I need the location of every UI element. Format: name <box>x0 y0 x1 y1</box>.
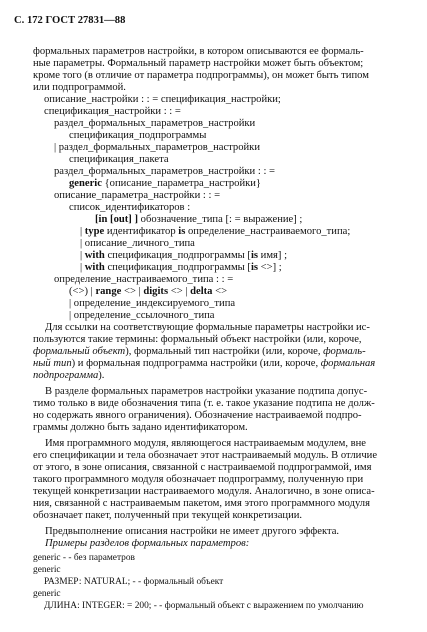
text-segment: определение_настраиваемого_типа; <box>185 226 351 237</box>
text-line <box>33 346 366 358</box>
text-line <box>69 154 169 166</box>
text-segment: его спецификации и тела обозначает этот настраиваемый модуль. В отличие <box>33 450 378 461</box>
text-line <box>33 410 362 422</box>
text-segment: раздел_формальных_параметров_настройки <box>54 118 256 129</box>
text-line <box>33 422 248 434</box>
text-segment: ДЛИНА: INTEGER: = 200; - - формальный объект с выражением по умолчанию <box>44 601 364 611</box>
text-segment: ] ] <box>128 214 138 225</box>
text-segment: описание_настройки : : = спецификация_настройки; <box>44 94 281 105</box>
text-segment: определение_настраиваемого_типа : : = <box>54 274 234 285</box>
text-segment: in <box>98 214 108 225</box>
text-segment: ) и формальная подпрограмма настройки (или, короче, <box>71 358 321 369</box>
text-segment: out <box>113 214 129 225</box>
text-segment: | определение_индексируемого_типа <box>69 298 236 309</box>
text-line <box>69 202 190 214</box>
text-segment: {описание_параметра_настройки} <box>101 178 262 189</box>
text-segment: формальная <box>320 358 376 369</box>
text-line <box>33 552 135 564</box>
text-line <box>33 564 61 576</box>
text-segment: граммы должно быть задано идентификатором. <box>33 422 248 433</box>
text-segment: ), формальный тип настройки (или, короче, <box>125 346 324 357</box>
text-line <box>33 58 363 70</box>
text-segment: type <box>84 226 105 237</box>
text-segment: Предвыполнение описания настройки не имеет другого эффекта. <box>45 526 340 537</box>
text-line <box>54 166 275 178</box>
text-line <box>33 474 363 486</box>
text-segment: формальный объект <box>33 346 126 357</box>
text-segment: РАЗМЕР: NATURAL; - - формальный объект <box>44 577 224 587</box>
text-segment: такого программного модуля обозначает подпрограмму, полученную при <box>33 474 364 485</box>
text-line <box>45 386 367 398</box>
text-line <box>45 438 366 450</box>
text-segment: | <box>80 250 85 261</box>
text-segment: раздел_формальных_параметров_настройки : : = <box>54 166 276 177</box>
text-line <box>33 46 364 58</box>
text-segment: generic - - без параметров <box>33 553 135 563</box>
text-line <box>33 462 372 474</box>
text-segment: with <box>84 262 105 273</box>
text-line <box>69 286 227 298</box>
text-line <box>80 226 350 238</box>
text-segment: ). <box>98 370 105 381</box>
text-line <box>33 358 375 370</box>
text-line <box>33 82 126 94</box>
text-segment: но содержать явного ограничения). Обозначение настраиваемой подпро- <box>33 410 362 421</box>
text-line <box>33 450 377 462</box>
text-segment: generic <box>33 565 61 575</box>
text-line <box>95 214 302 226</box>
text-segment: обозначение_типа [: = выражение] ; <box>138 214 303 225</box>
text-segment: ные параметры. Формальный параметр настройки может быть объектом; <box>33 58 364 69</box>
text-line <box>33 70 369 82</box>
text-line <box>69 310 214 322</box>
text-segment: В разделе формальных параметров настройки указание подтипа допус- <box>45 386 368 397</box>
text-segment: спецификация_подпрограммы [ <box>104 250 251 261</box>
text-line <box>80 250 287 262</box>
text-segment: пользуются такие термины: формальный объект настройки (или, короче, <box>33 334 362 345</box>
text-segment: формальных параметров настройки, в котором описываются ее формаль- <box>33 46 364 57</box>
text-line <box>69 130 206 142</box>
text-segment: Для ссылки на соответствующие формальные параметры настройки ис- <box>45 322 370 333</box>
text-line <box>80 238 195 250</box>
text-line <box>69 298 235 310</box>
text-segment: delta <box>190 286 213 297</box>
text-segment: <> <box>212 286 228 297</box>
text-segment: digits <box>143 286 169 297</box>
text-segment: от этого, в зоне описания, связанной с настраиваемой подпрограммой, имя <box>33 462 372 473</box>
text-segment: [ <box>95 214 99 225</box>
text-segment: кроме того (в отличие от параметра подпрограммы), он может быть типом <box>33 70 369 81</box>
text-segment: is <box>178 226 186 237</box>
text-line <box>33 498 370 510</box>
text-line <box>80 262 282 274</box>
text-line <box>54 274 233 286</box>
text-line <box>33 398 375 410</box>
text-segment: спецификация_настройки : : = <box>44 106 181 117</box>
text-line <box>44 94 281 106</box>
text-segment: range <box>95 286 122 297</box>
text-line <box>44 600 364 612</box>
text-line <box>44 106 181 118</box>
text-segment: <>] ; <box>258 262 282 273</box>
text-segment: [ <box>107 214 114 225</box>
page-header: С. 172 ГОСТ 27831—88 <box>14 15 126 26</box>
text-segment: описание_параметра_настройки : : = <box>54 190 221 201</box>
text-line <box>45 526 339 538</box>
text-segment: | <box>80 226 85 237</box>
text-line <box>69 178 261 190</box>
text-segment: имя] ; <box>258 250 288 261</box>
text-segment: <> | <box>168 286 191 297</box>
text-segment: ный тип <box>33 358 72 369</box>
text-line <box>33 334 362 346</box>
text-segment: Имя программного модуля, являющегося настраиваемым модулем, вне <box>45 438 367 449</box>
text-segment: generic <box>69 178 102 189</box>
text-segment: спецификация_подпрограммы <box>69 130 207 141</box>
text-segment: with <box>84 250 105 261</box>
text-segment: спецификация_подпрограммы [ <box>104 262 251 273</box>
text-line <box>54 118 255 130</box>
text-line <box>33 486 375 498</box>
text-segment: спецификация_пакета <box>69 154 169 165</box>
text-segment: обозначает пакет, полученный при текущей конкретизации. <box>33 510 303 521</box>
text-line <box>33 588 61 600</box>
text-segment: is <box>250 250 259 261</box>
text-segment: формаль- <box>323 346 366 357</box>
text-segment: | описание_личного_типа <box>80 238 195 249</box>
text-segment: | <box>80 262 85 273</box>
text-line <box>33 510 302 522</box>
text-segment: | раздел_формальных_параметров_настройки <box>54 142 260 153</box>
text-segment: список_идентификаторов : <box>69 202 191 213</box>
text-line <box>45 322 370 334</box>
text-segment: | определение_ссылочного_типа <box>69 310 215 321</box>
text-line <box>54 142 260 154</box>
text-line <box>44 576 223 588</box>
text-segment: generic <box>33 589 61 599</box>
text-segment: идентификатор <box>104 226 179 237</box>
text-segment: <> | <box>121 286 144 297</box>
text-segment: тимо только в виде обозначения типа (т. е. такое указание подтипа не долж- <box>33 398 375 409</box>
text-segment: is <box>250 262 259 273</box>
text-segment: ния, связанной с настраиваемым пакетом, имя этого программного модуля <box>33 498 370 509</box>
text-segment: подпрограмма <box>33 370 99 381</box>
text-line <box>33 370 104 382</box>
text-segment: или подпрограммой. <box>33 82 126 93</box>
text-segment: Примеры разделов формальных параметров: <box>45 538 250 549</box>
text-line <box>45 538 249 550</box>
text-segment: текущей конкретизации настраиваемого модуля. Аналогично, в зоне описа- <box>33 486 375 497</box>
text-line <box>54 190 220 202</box>
text-segment: (<>) | <box>69 286 96 297</box>
